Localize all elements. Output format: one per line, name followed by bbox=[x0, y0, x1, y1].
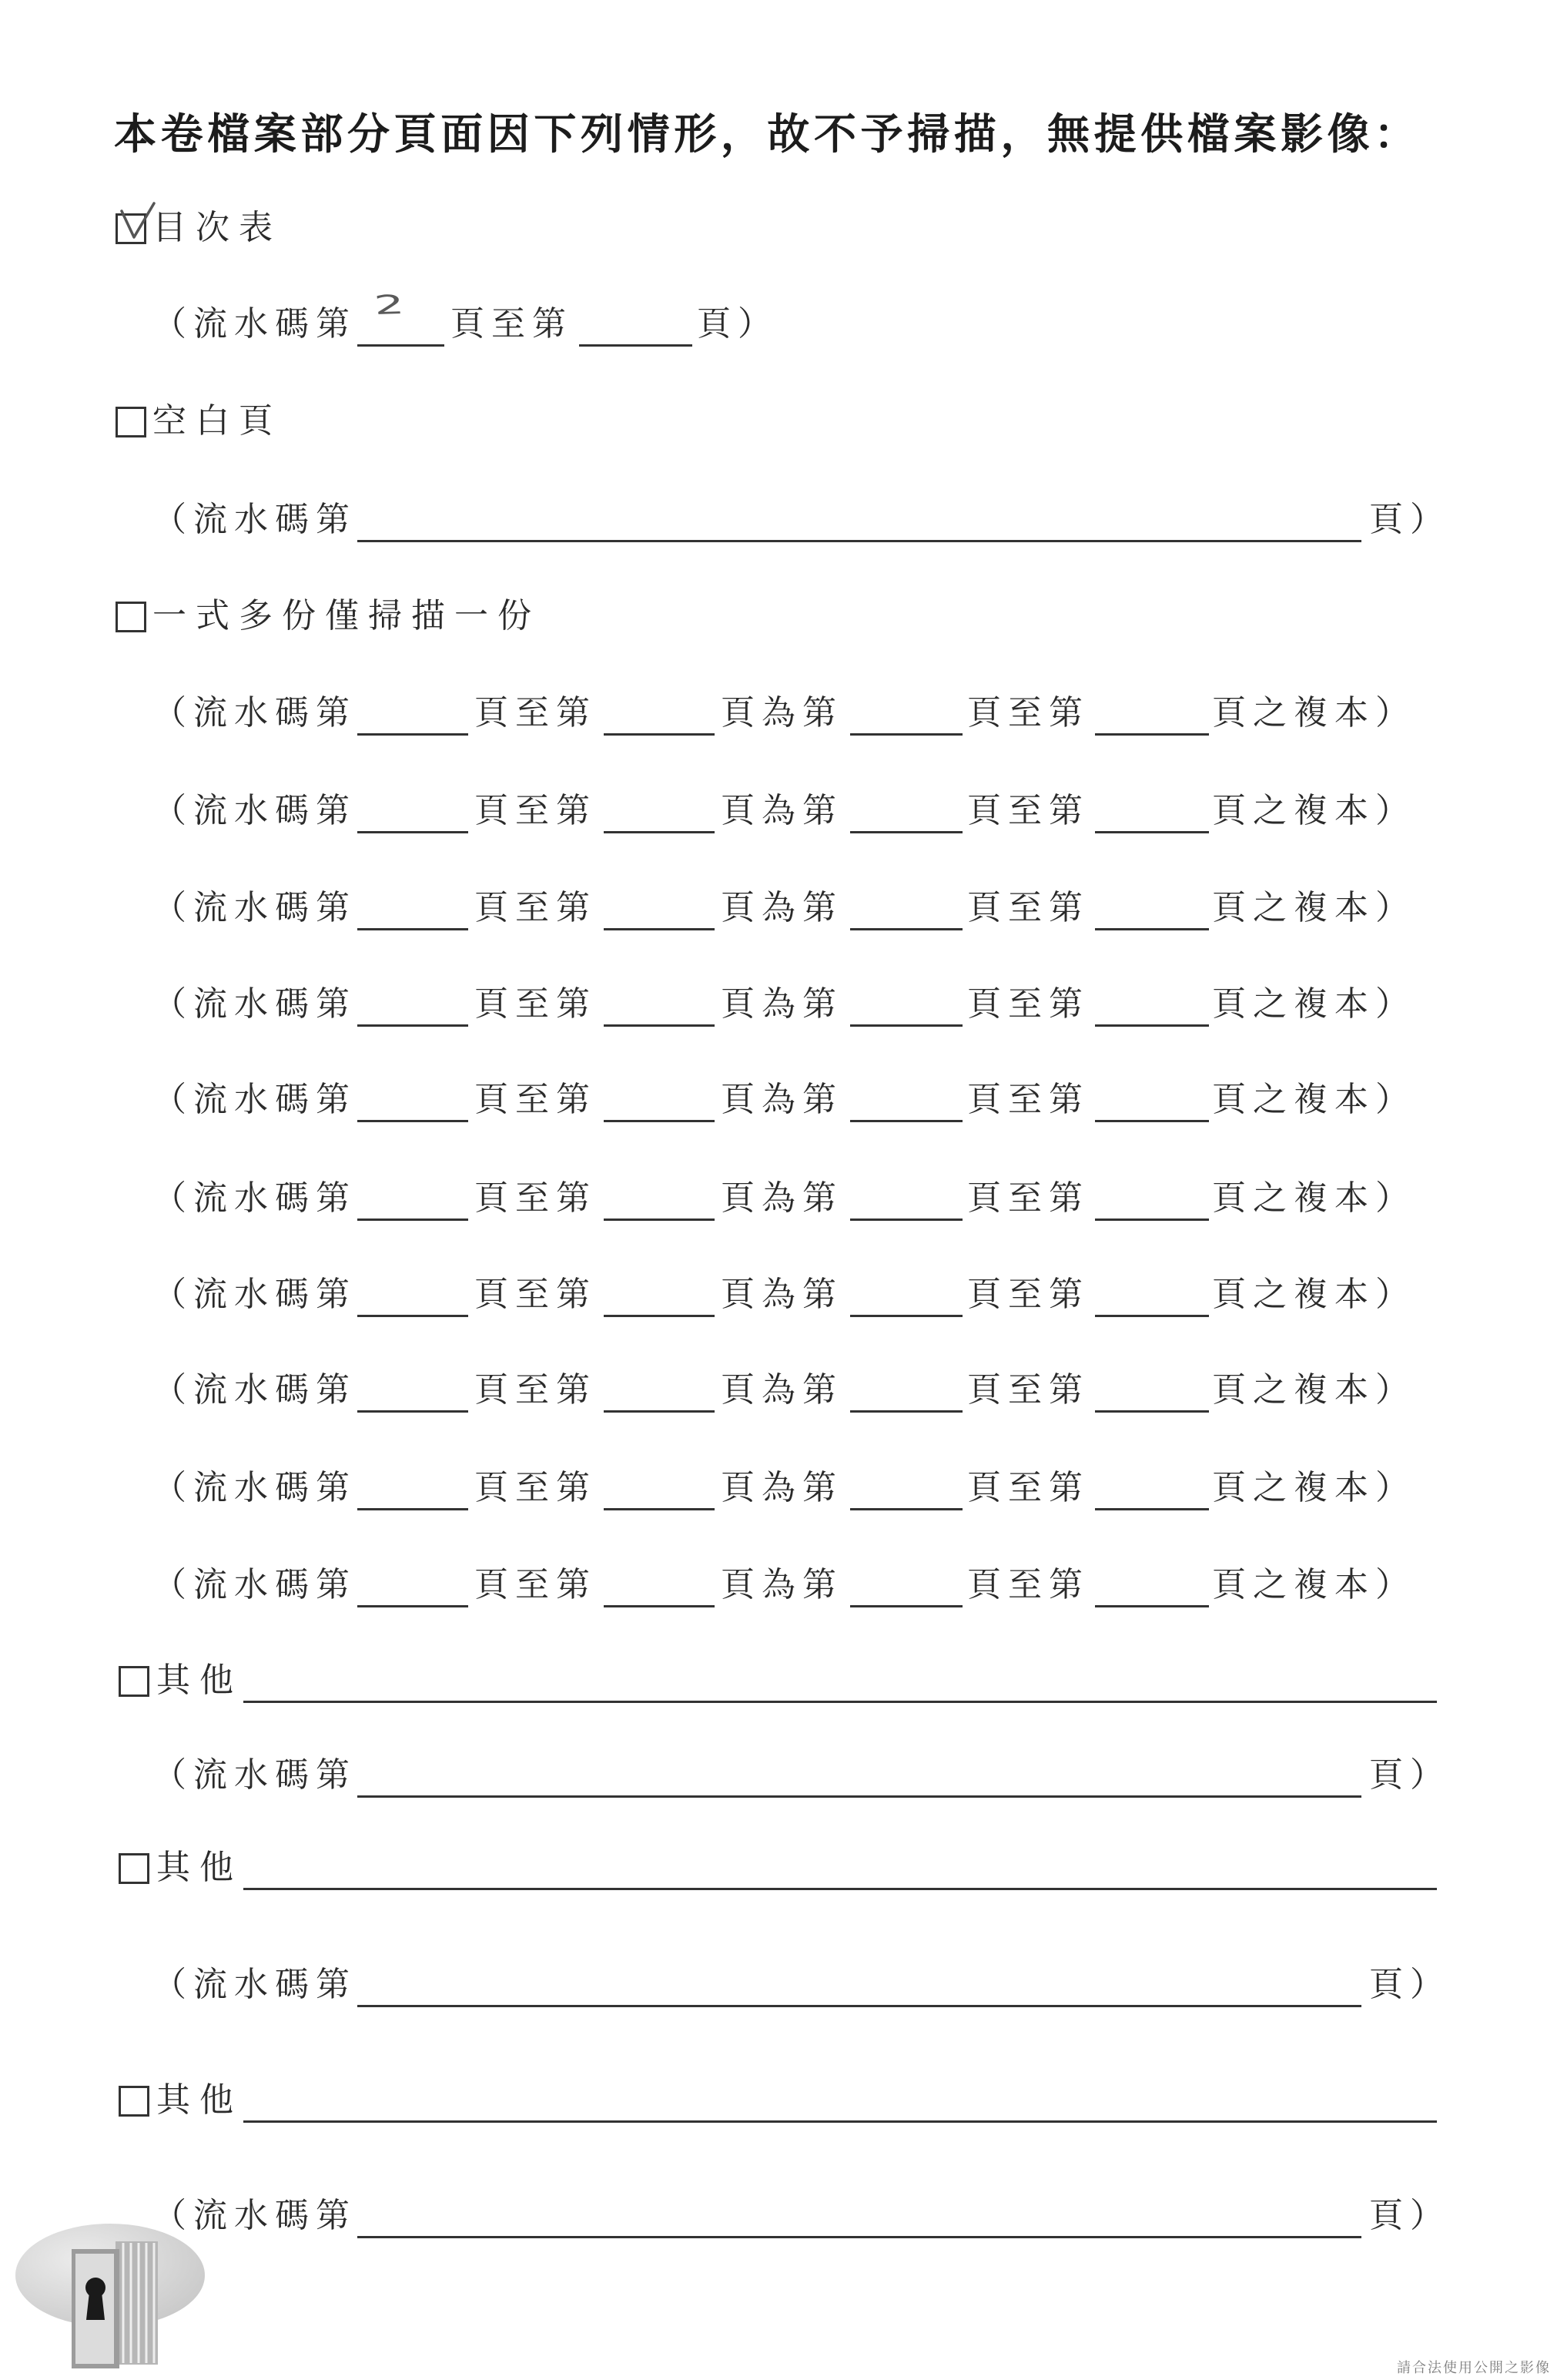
copy-to-page-field[interactable] bbox=[604, 1272, 715, 1317]
copy-row bbox=[0, 1367, 1557, 1413]
blank-pages-field[interactable] bbox=[357, 497, 1361, 542]
blank-pages-checkbox[interactable] bbox=[116, 407, 146, 437]
page-close-label: 頁） bbox=[1369, 1755, 1451, 1795]
copies-checkbox[interactable] bbox=[116, 602, 146, 632]
original-from-page-field[interactable] bbox=[850, 1175, 963, 1221]
copy-from-page-field[interactable] bbox=[357, 788, 468, 833]
page-title: 本卷檔案部分頁面因下列情形，故不予掃描，無提供檔案影像： bbox=[114, 109, 1421, 159]
page-to-label: 頁至第 bbox=[474, 1370, 597, 1410]
other-range bbox=[0, 1752, 1557, 1798]
original-from-page-field[interactable] bbox=[850, 1367, 963, 1413]
original-to-page-field[interactable] bbox=[1095, 1272, 1209, 1317]
copy-row bbox=[0, 1272, 1557, 1318]
other-pages-field[interactable] bbox=[357, 1962, 1361, 2007]
page-is-label: 頁為第 bbox=[721, 1080, 843, 1119]
page-to-label: 頁至第 bbox=[967, 984, 1090, 1024]
page-is-label: 頁為第 bbox=[721, 1275, 843, 1314]
serial-prefix: （流水碼第 bbox=[152, 2196, 357, 2235]
copy-suffix: 頁之複本） bbox=[1212, 1178, 1416, 1218]
original-to-page-field[interactable] bbox=[1095, 690, 1209, 736]
books-icon bbox=[72, 2241, 158, 2368]
page-to-label: 頁至第 bbox=[474, 1178, 597, 1218]
page-to-label: 頁至第 bbox=[474, 1565, 597, 1604]
copy-to-page-field[interactable] bbox=[604, 1367, 715, 1413]
other-label: 其他 bbox=[156, 1661, 243, 1700]
original-to-page-field[interactable] bbox=[1095, 1175, 1209, 1221]
original-to-page-field[interactable] bbox=[1095, 788, 1209, 833]
page-to-label: 頁至第 bbox=[967, 1080, 1090, 1119]
other-pages-field[interactable] bbox=[357, 1752, 1361, 1798]
toc-label: 目次表 bbox=[152, 208, 282, 247]
page-is-label: 頁為第 bbox=[721, 984, 843, 1024]
other-range bbox=[0, 1962, 1557, 2008]
other-option bbox=[0, 1658, 1557, 1704]
page-is-label: 頁為第 bbox=[721, 888, 843, 927]
copy-suffix: 頁之複本） bbox=[1212, 1565, 1416, 1604]
page-close-label: 頁） bbox=[1369, 500, 1451, 539]
other-description-field[interactable] bbox=[243, 2077, 1437, 2123]
copy-to-page-field[interactable] bbox=[604, 885, 715, 930]
page-is-label: 頁為第 bbox=[721, 1178, 843, 1218]
copy-to-page-field[interactable] bbox=[604, 1175, 715, 1221]
copy-from-page-field[interactable] bbox=[357, 1175, 468, 1221]
copy-suffix: 頁之複本） bbox=[1212, 1468, 1416, 1507]
copy-suffix: 頁之複本） bbox=[1212, 888, 1416, 927]
other-description-field[interactable] bbox=[243, 1845, 1437, 1890]
page-is-label: 頁為第 bbox=[721, 1370, 843, 1410]
page-to-label: 頁至第 bbox=[967, 693, 1090, 732]
original-to-page-field[interactable] bbox=[1095, 1465, 1209, 1510]
blank-pages-range bbox=[0, 497, 1557, 543]
copy-from-page-field[interactable] bbox=[357, 1077, 468, 1122]
page-to-label: 頁至第 bbox=[474, 984, 597, 1024]
copy-to-page-field[interactable] bbox=[604, 1077, 715, 1122]
usage-notice: 請合法使用公開之影像 bbox=[1397, 2360, 1551, 2376]
serial-prefix: （流水碼第 bbox=[152, 1178, 357, 1218]
original-to-page-field[interactable] bbox=[1095, 885, 1209, 930]
copy-from-page-field[interactable] bbox=[357, 1465, 468, 1510]
serial-prefix: （流水碼第 bbox=[152, 500, 357, 539]
page-is-label: 頁為第 bbox=[721, 791, 843, 830]
original-from-page-field[interactable] bbox=[850, 788, 963, 833]
original-to-page-field[interactable] bbox=[1095, 981, 1209, 1027]
serial-prefix: （流水碼第 bbox=[152, 984, 357, 1024]
other-range bbox=[0, 2193, 1557, 2239]
serial-prefix: （流水碼第 bbox=[152, 1965, 357, 2004]
serial-prefix: （流水碼第 bbox=[152, 693, 357, 732]
page-to-label: 頁至第 bbox=[967, 791, 1090, 830]
copy-suffix: 頁之複本） bbox=[1212, 984, 1416, 1024]
copies-label: 一式多份僅掃描一份 bbox=[152, 596, 541, 635]
page-close-label: 頁） bbox=[1369, 2196, 1451, 2235]
copy-row bbox=[0, 788, 1557, 834]
original-from-page-field[interactable] bbox=[850, 981, 963, 1027]
copy-from-page-field[interactable] bbox=[357, 885, 468, 930]
serial-prefix: （流水碼第 bbox=[152, 304, 357, 344]
other-checkbox[interactable] bbox=[119, 1666, 149, 1697]
toc-option bbox=[0, 205, 1557, 251]
page-to-label: 頁至第 bbox=[450, 304, 573, 344]
original-from-page-field[interactable] bbox=[850, 690, 963, 736]
copy-from-page-field[interactable] bbox=[357, 1272, 468, 1317]
copy-from-page-field[interactable] bbox=[357, 690, 468, 736]
copy-row bbox=[0, 1077, 1557, 1123]
copy-row bbox=[0, 1562, 1557, 1608]
page-to-label: 頁至第 bbox=[474, 1080, 597, 1119]
copy-to-page-field[interactable] bbox=[604, 788, 715, 833]
page-is-label: 頁為第 bbox=[721, 1468, 843, 1507]
copy-suffix: 頁之複本） bbox=[1212, 1275, 1416, 1314]
serial-prefix: （流水碼第 bbox=[152, 1080, 357, 1119]
page-to-label: 頁至第 bbox=[474, 791, 597, 830]
copy-row bbox=[0, 1465, 1557, 1511]
other-label: 其他 bbox=[156, 2080, 243, 2120]
copy-suffix: 頁之複本） bbox=[1212, 1370, 1416, 1410]
original-from-page-field[interactable] bbox=[850, 1077, 963, 1122]
page-to-label: 頁至第 bbox=[967, 1468, 1090, 1507]
other-label: 其他 bbox=[156, 1848, 243, 1887]
other-pages-field[interactable] bbox=[357, 2193, 1361, 2238]
original-to-page-field[interactable] bbox=[1095, 1077, 1209, 1122]
page-to-label: 頁至第 bbox=[474, 888, 597, 927]
other-option bbox=[0, 1845, 1557, 1891]
page-to-label: 頁至第 bbox=[967, 1370, 1090, 1410]
toc-to-page-field[interactable] bbox=[579, 301, 692, 347]
serial-prefix: （流水碼第 bbox=[152, 1370, 357, 1410]
original-to-page-field[interactable] bbox=[1095, 1562, 1209, 1607]
copy-from-page-field[interactable] bbox=[357, 981, 468, 1027]
original-from-page-field[interactable] bbox=[850, 1272, 963, 1317]
copy-suffix: 頁之複本） bbox=[1212, 1080, 1416, 1119]
original-to-page-field[interactable] bbox=[1095, 1367, 1209, 1413]
copy-from-page-field[interactable] bbox=[357, 1367, 468, 1413]
other-description-field[interactable] bbox=[243, 1658, 1437, 1703]
copy-row bbox=[0, 885, 1557, 931]
serial-prefix: （流水碼第 bbox=[152, 888, 357, 927]
serial-prefix: （流水碼第 bbox=[152, 1565, 357, 1604]
page-to-label: 頁至第 bbox=[967, 1565, 1090, 1604]
serial-prefix: （流水碼第 bbox=[152, 1468, 357, 1507]
copy-row bbox=[0, 690, 1557, 736]
copy-row bbox=[0, 981, 1557, 1027]
page-close-label: 頁） bbox=[697, 304, 778, 344]
copy-suffix: 頁之複本） bbox=[1212, 693, 1416, 732]
original-from-page-field[interactable] bbox=[850, 1465, 963, 1510]
copy-suffix: 頁之複本） bbox=[1212, 791, 1416, 830]
serial-prefix: （流水碼第 bbox=[152, 1275, 357, 1314]
serial-prefix: （流水碼第 bbox=[152, 791, 357, 830]
original-from-page-field[interactable] bbox=[850, 885, 963, 930]
page-to-label: 頁至第 bbox=[967, 1275, 1090, 1314]
handwritten-page-number: 2 bbox=[373, 289, 406, 321]
original-from-page-field[interactable] bbox=[850, 1562, 963, 1607]
other-checkbox[interactable] bbox=[119, 2086, 149, 2117]
toc-range bbox=[0, 289, 1557, 347]
page-to-label: 頁至第 bbox=[474, 693, 597, 732]
page-close-label: 頁） bbox=[1369, 1965, 1451, 2004]
toc-from-page-field[interactable] bbox=[357, 289, 444, 347]
blank-pages-option bbox=[0, 398, 1557, 444]
page-to-label: 頁至第 bbox=[474, 1275, 597, 1314]
copy-to-page-field[interactable] bbox=[604, 690, 715, 736]
blank-pages-label: 空白頁 bbox=[152, 401, 282, 441]
other-option bbox=[0, 2077, 1557, 2124]
copy-to-page-field[interactable] bbox=[604, 981, 715, 1027]
check-mark-icon bbox=[112, 199, 157, 243]
page-is-label: 頁為第 bbox=[721, 1565, 843, 1604]
copy-to-page-field[interactable] bbox=[604, 1465, 715, 1510]
other-checkbox[interactable] bbox=[119, 1853, 149, 1884]
copies-option bbox=[0, 593, 1557, 639]
page-to-label: 頁至第 bbox=[967, 1178, 1090, 1218]
page-is-label: 頁為第 bbox=[721, 693, 843, 732]
copy-to-page-field[interactable] bbox=[604, 1562, 715, 1607]
copy-from-page-field[interactable] bbox=[357, 1562, 468, 1607]
page-to-label: 頁至第 bbox=[967, 888, 1090, 927]
copy-row bbox=[0, 1175, 1557, 1222]
serial-prefix: （流水碼第 bbox=[152, 1755, 357, 1795]
page-to-label: 頁至第 bbox=[474, 1468, 597, 1507]
